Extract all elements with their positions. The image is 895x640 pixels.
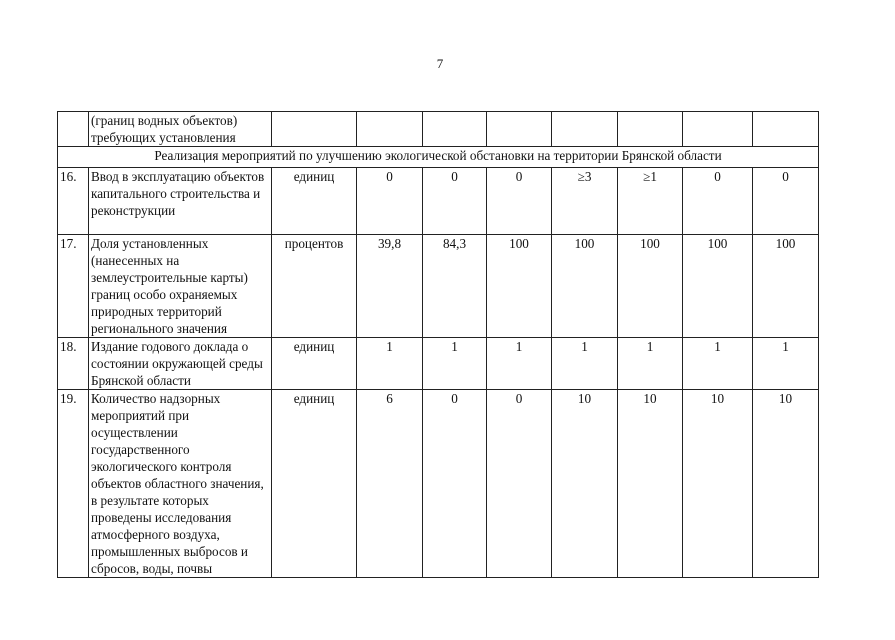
page-number: 7 (436, 56, 444, 71)
value-cell: 0 (683, 168, 753, 235)
value-cell: 1 (552, 338, 618, 390)
value-cell: 100 (618, 235, 683, 338)
table-row (58, 338, 819, 390)
value-cell: 0 (487, 390, 552, 578)
value-cell: 39,8 (357, 235, 423, 338)
indicator-name: Доля установленных (нанесенных на землеустроительные карты) границ особо охраняемых природных территорий регионального значения (89, 235, 272, 338)
table-row (58, 235, 819, 338)
value-cell: 1 (423, 338, 487, 390)
value-cell: 6 (357, 390, 423, 578)
unit-cell: единиц (272, 338, 357, 390)
table-row (58, 390, 819, 578)
table-row (58, 168, 819, 235)
value-cell: 0 (423, 168, 487, 235)
value-cell: 84,3 (423, 235, 487, 338)
value-cell (423, 112, 487, 147)
value-cell (487, 112, 552, 147)
value-cell: 1 (357, 338, 423, 390)
value-cell: 0 (753, 168, 819, 235)
section-heading: Реализация мероприятий по улучшению экологической обстановки на территории Брянской области (58, 147, 819, 168)
table-row (58, 112, 819, 147)
value-cell: 0 (357, 168, 423, 235)
row-number: 17. (58, 235, 89, 338)
value-cell: ≥1 (618, 168, 683, 235)
indicators-table (57, 111, 819, 578)
indicator-name: Количество надзорных мероприятий при осуществлении государственного экологического контроля объектов областного значения, в результате которых проведены исследования атмосферного воздуха, промышленных выбросов и сбросов, воды, почвы (89, 390, 272, 578)
value-cell: 100 (487, 235, 552, 338)
unit-cell: единиц (272, 390, 357, 578)
indicator-name: (границ водных объектов) требующих установления (89, 112, 272, 147)
value-cell (618, 112, 683, 147)
row-number: 18. (58, 338, 89, 390)
indicator-name: Издание годового доклада о состоянии окружающей среды Брянской области (89, 338, 272, 390)
value-cell (357, 112, 423, 147)
value-cell: 1 (487, 338, 552, 390)
value-cell (683, 112, 753, 147)
value-cell: 1 (753, 338, 819, 390)
unit-cell: процентов (272, 235, 357, 338)
value-cell: 10 (753, 390, 819, 578)
row-number (58, 112, 89, 147)
value-cell: 1 (618, 338, 683, 390)
row-number: 16. (58, 168, 89, 235)
value-cell: ≥3 (552, 168, 618, 235)
value-cell: 10 (618, 390, 683, 578)
value-cell: 10 (552, 390, 618, 578)
value-cell: 10 (683, 390, 753, 578)
unit-cell: единиц (272, 168, 357, 235)
value-cell (753, 112, 819, 147)
value-cell: 0 (487, 168, 552, 235)
row-number: 19. (58, 390, 89, 578)
value-cell: 100 (753, 235, 819, 338)
value-cell: 0 (423, 390, 487, 578)
value-cell: 100 (683, 235, 753, 338)
value-cell: 1 (683, 338, 753, 390)
unit-cell (272, 112, 357, 147)
section-heading-row (58, 147, 819, 168)
indicator-name: Ввод в эксплуатацию объектов капитального строительства и реконструкции (89, 168, 272, 235)
value-cell: 100 (552, 235, 618, 338)
value-cell (552, 112, 618, 147)
